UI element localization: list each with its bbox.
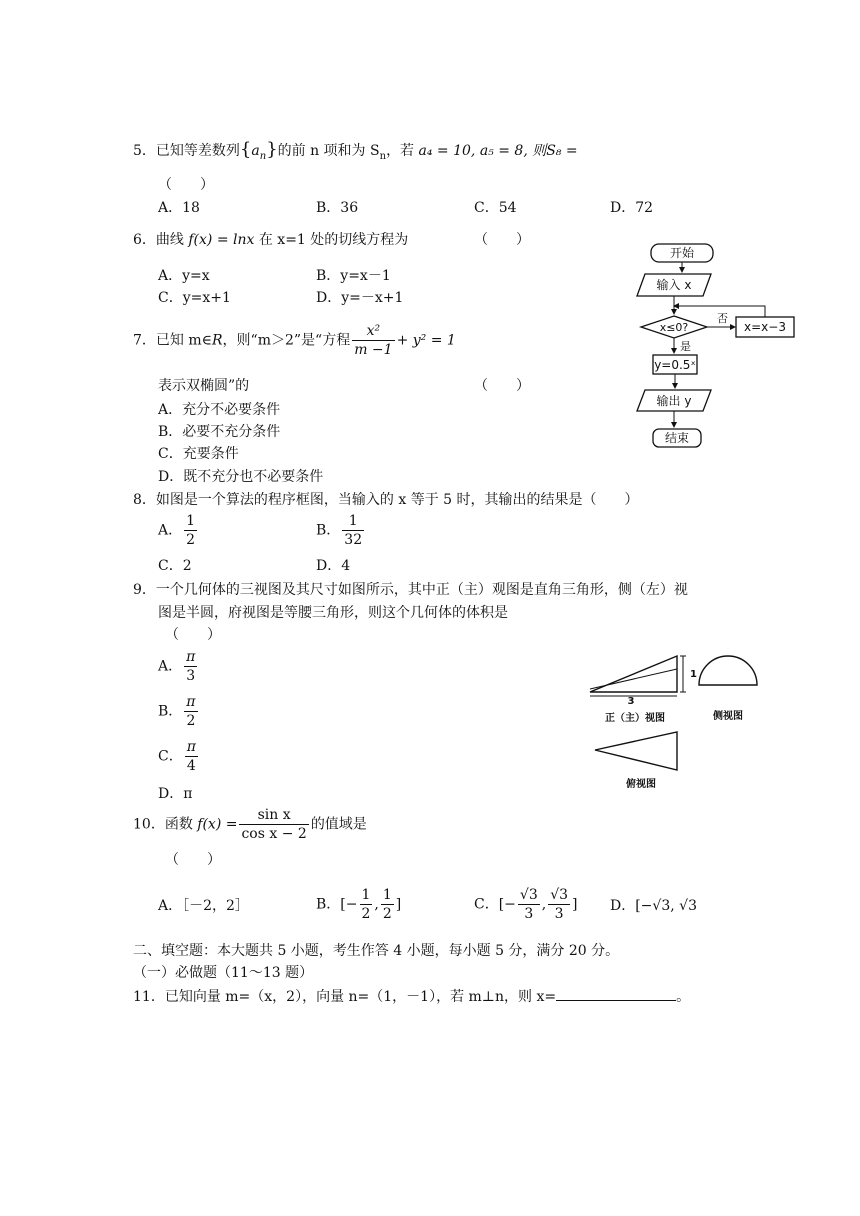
q7-option-b: B．必要不充分条件 — [158, 424, 281, 440]
three-view-diagram — [585, 640, 770, 795]
section2-subheading: （一）必做题（11～13 题） — [133, 965, 314, 981]
q10-fraction: $\frac{\text{sin x}}{\text{cos x − 2}}$ — [241, 807, 307, 842]
q10-option-b: B．[− $\frac{1}{2}$ , $\frac{1}{2}$ ] — [316, 887, 402, 922]
q10-option-d: D．[−√3, √3 — [610, 898, 697, 914]
flowchart-start-text: 开始 — [669, 246, 695, 260]
side-view-semicircle — [699, 656, 757, 685]
q5-option-d: D．72 — [610, 200, 654, 216]
top-view-triangle — [595, 732, 677, 770]
front-view-triangle — [590, 656, 677, 692]
q6-stem: 6．曲线 f(x) = lnx 在 x=1 处的切线方程为 — [133, 232, 409, 248]
q5-paren: （ ） — [158, 177, 214, 193]
flowchart-output-text: 输出 y — [656, 394, 692, 408]
q7-paren: （ ） — [474, 378, 530, 394]
front-view-base-label: 3 — [627, 696, 635, 707]
q7-option-a: A．充分不必要条件 — [158, 402, 281, 418]
side-view-caption: 侧视图 — [713, 711, 743, 722]
q5-option-c: C．54 — [474, 200, 517, 216]
q9-stem-line1: 9．一个几何体的三视图及其尺寸如图所示，其中正（主）观图是直角三角形，侧（左）视 — [133, 582, 688, 598]
q8-option-d: D．4 — [316, 558, 351, 574]
q5-stem: 5．已知等差数列$\{a_n\}$的前 n 项和为 $S_n$，若 a₄ = 10, a₅ = 8, 则S₈ = — [133, 139, 578, 162]
q9-option-a: A． $\frac{\pi}{3}$ — [158, 649, 196, 684]
q8-option-a: A． $\frac{1}{2}$ — [158, 513, 196, 548]
q10-stem: 10．函数 f(x) = $\frac{\text{sin x}}{\text{cos x − 2}}$ 的值域是 — [133, 807, 367, 842]
q7-option-d: D．既不充分也不必要条件 — [158, 469, 324, 485]
q9-option-b: B． $\frac{\pi}{2}$ — [158, 694, 196, 729]
q11-answer-blank[interactable] — [556, 986, 676, 1001]
q5-option-a: A．18 — [158, 200, 200, 216]
q7-stem: 7．已知 m∈R，则“m＞2”是“方程 $\frac{\text{x²}}{m -1}$ + y² = 1 — [133, 323, 456, 358]
top-view-caption: 俯视图 — [626, 779, 656, 790]
q10-option-a: A．［－2，2］ — [158, 898, 249, 914]
q5-option-b: B．36 — [316, 200, 359, 216]
q8-stem: 8．如图是一个算法的程序框图，当输入的 x 等于 5 时，其输出的结果是（ ） — [133, 492, 639, 508]
q6-option-a: A．y=x — [158, 268, 210, 284]
flowchart-yes-label: 是 — [680, 340, 691, 353]
q9-paren: （ ） — [165, 627, 221, 643]
q6-paren: （ ） — [474, 232, 530, 248]
q9-option-c: C． $\frac{\pi}{4}$ — [158, 739, 196, 774]
q9-stem-line2: 图是半圆，府视图是等腰三角形，则这个几何体的体积是 — [158, 605, 508, 621]
q9-option-d: D．π — [158, 786, 193, 802]
q10-paren: （ ） — [165, 852, 221, 868]
q7-option-c: C．充要条件 — [158, 446, 239, 462]
flowchart-input-text: 输入 x — [656, 278, 692, 292]
q7-fraction: $\frac{\text{x²}}{m -1}$ — [354, 323, 393, 358]
flowchart-no-label: 否 — [717, 312, 728, 325]
flowchart-diagram — [625, 238, 800, 456]
q6-option-d: D．y=－x+1 — [316, 290, 404, 306]
q7-stem-line2: 表示双椭圆”的 — [158, 378, 250, 394]
q8-option-c: C．2 — [158, 558, 192, 574]
front-view-height-label: 1 — [690, 669, 697, 680]
q6-option-c: C．y=x+1 — [158, 290, 231, 306]
q6-option-b: B．y=x－1 — [316, 268, 391, 284]
flowchart-assign-text: y=0.5ˣ — [654, 358, 696, 372]
q8-option-b: B． $\frac{1}{32}$ — [316, 513, 363, 548]
q10-option-c: C．[− $\frac{√3}{3}$ , $\frac{√3}{3}$ ] — [474, 887, 578, 922]
flowchart-end-text: 结束 — [664, 431, 690, 445]
section2-heading: 二、填空题：本大题共 5 小题，考生作答 4 小题，每小题 5 分，满分 20 分。 — [133, 943, 620, 959]
front-view-caption: 正（主）视图 — [605, 713, 665, 724]
q11-stem: 11．已知向量 m=（x，2），向量 n=（1，－1），若 m⊥n，则 x= 。 — [133, 986, 690, 1007]
flowchart-condition-text: x≤0? — [659, 321, 689, 334]
flowchart-no-action-text: x=x−3 — [744, 320, 786, 334]
